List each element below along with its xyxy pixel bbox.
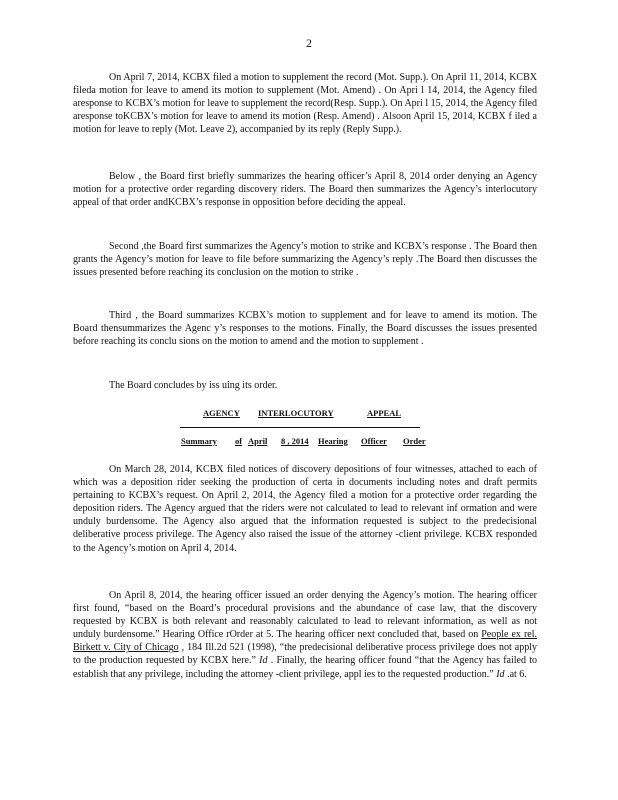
- case-citation: People ex rel. Birkett v. City of Chicago: [73, 629, 537, 654]
- paragraph-second-part-overview: Second ,the Board first summarizes the Agency’s motion to strike and KCBX’s response . The Board then grants the Agency’s motion for leave to file before summarizing the Agency’s reply .The Board then discusses the issues presented before reaching its conclusion on the motion to strike .: [73, 241, 537, 279]
- id-citation: Id: [496, 668, 505, 680]
- heading-word: Order: [403, 436, 426, 446]
- heading-word: of: [235, 436, 243, 446]
- heading-word: APPEAL: [367, 408, 401, 418]
- order-text: .at 6.: [504, 668, 527, 680]
- paragraph-hearing-officer-order: [73, 589, 537, 681]
- heading-word: Summary: [181, 436, 217, 446]
- paragraph-first-part-overview: Below , the Board first briefly summarizes the hearing officer’s April 8, 2014 order denying an Agency motion for a protective order regarding discovery riders. The Board then summarizes the Agency’s interlocutory appeal of that order andKCBX’s response in opposition before deciding the appeal.: [73, 171, 537, 209]
- paragraph-conclusion-overview: The Board concludes by iss uing its order.: [109, 380, 278, 391]
- heading-word: INTERLOCUTORY: [258, 408, 334, 418]
- heading-word: AGENCY: [203, 408, 240, 418]
- paragraph-third-part-overview: Third , the Board summarizes KCBX’s motion to supplement and for leave to amend its motion. The Board thensummarizes the Agenc y’s responses to the motions. Finally, the Board discusses the issues presented before reaching its conclu sions on the motion to amend and the motion to supplement .: [73, 310, 537, 348]
- heading-word: Hearing: [318, 436, 348, 446]
- order-text: On April 8, 2014, the hearing officer issued an order denying the Agency’s motion. The hearing officer first found, “based on the Board’s procedural provisions and the abundance of case law, that the discovery requested by KCBX is both relevant and reasonably calculated to lead to relevant information, as well as not unduly burdensome.” Hearing Office rOrder at 5. The hearing officer next concluded that, based on: [73, 590, 537, 641]
- order-text: , 184 Ill.2d 521 (1998), “the predecisional deliberative process privilege does not apply to the production requested by KCBX here.”: [73, 642, 537, 667]
- heading-word: April: [248, 436, 268, 446]
- order-text: . Finally, the hearing officer found “that the Agency has failed to establish that any privilege, including the attorney -client privilege, appl ies to the requested production.”: [73, 655, 537, 680]
- page-number: 2: [306, 36, 312, 50]
- paragraph-discovery-background: On March 28, 2014, KCBX filed notices of discovery depositions of four witnesses, attached to each of which was a deposition rider seeking the production of certa in documents including notes and draft permits pertaining to KCBX’s request. On April 2, 2014, the Agency filed a motion for a protective order regarding the deposition riders. The Agency argued that the riders were not calculated to lead to relevant inf ormation and were unduly burdensome. The Agency also argued that the information requested is subject to the predecisional deliberative process privilege. The Agency also raised the issue of the attorney -client privilege. KCBX responded to the Agency’s motion on April 4, 2014.: [73, 464, 537, 554]
- id-citation: Id: [259, 655, 268, 667]
- heading-word: Officer: [361, 436, 387, 446]
- paragraph-motions-summary: On April 7, 2014, KCBX filed a motion to supplement the record (Mot. Supp.). On April 11, 2014, KCBX fileda motion for leave to amend its motion to supplement (Mot. Amend) . On Apri l 14, 2014, the Agency filed aresponse to KCBX’s motion for leave to supplement the record(Resp. Supp.). On Apri l 15, 2014, the Agency filed aresponse toKCBX’s motion for leave to amend its motion (Resp. Amend) . Alsoon April 15, 2014, KCBX f iled a motion for leave to reply (Mot. Leave 2), accompanied by its reply (Reply Supp.).: [73, 72, 537, 136]
- heading-word: 8 , 2014: [281, 436, 309, 446]
- heading-rule: [180, 427, 420, 428]
